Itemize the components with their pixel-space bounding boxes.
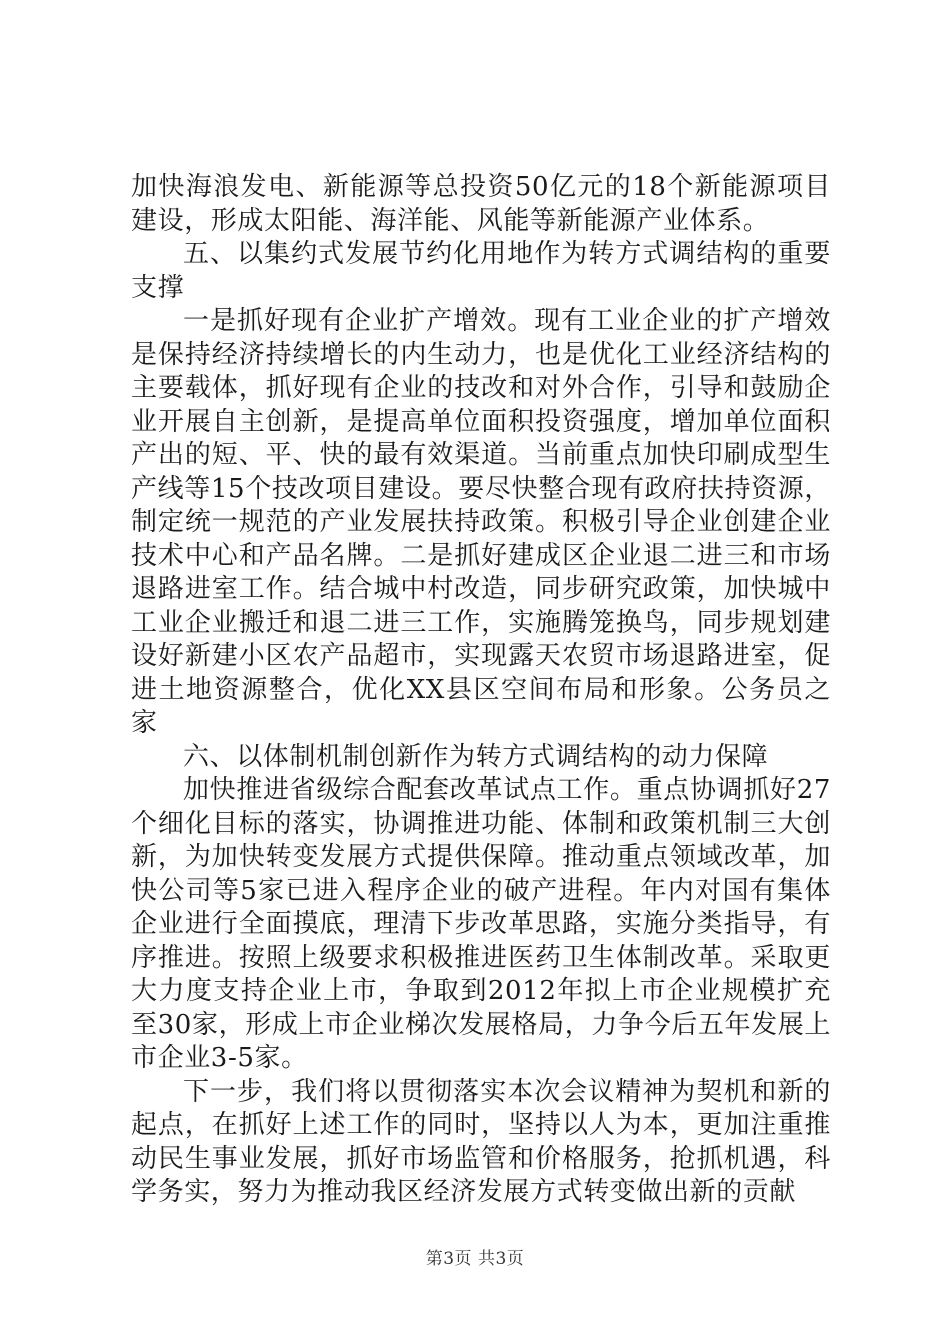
paragraph-new-energy-continuation: 加快海浪发电、新能源等总投资50亿元的18个新能源项目建设，形成太阳能、海洋能、风能等新能源产业体系。 — [131, 172, 831, 236]
paragraph-enterprise-expansion: 一是抓好现有企业扩产增效。现有工业企业的扩产增效是保持经济持续增长的内生动力，也是优化工业经济结构的主要载体，抓好现有企业的技改和对外合作，引导和鼓励企业开展自主创新，是提高单位面积投资强度，增加单位面积产出的短、平、快的最有效渠道。当前重点加快印刷成型生产线等15个技改项目建设。要尽快整合现有政府扶持资源，制定统一规范的产业发展扶持政策。积极引导企业创建企业技术中心和产品名牌。二是抓好建成区企业退二进三和市场退路进室工作。结合城中村改造，同步研究政策，加快城中工业企业搬迁和退二进三工作，实施腾笼换鸟，同步规划建设好新建小区农产品超市，实现露天农贸市场退路进室，促进土地资源整合，优化XX县区空间布局和形象。公务员之家 — [131, 306, 831, 738]
section-heading-six: 六、以体制机制创新作为转方式调结构的动力保障 — [183, 741, 769, 772]
section-heading-five: 五、以集约式发展节约化用地作为转方式调结构的重要支撑 — [131, 239, 831, 303]
page-number-footer: 第3页 共3页 — [425, 1249, 525, 1269]
paragraph-reform-pilot: 加快推进省级综合配套改革试点工作。重点协调抓好27个细化目标的落实，协调推进功能、体制和政策机制三大创新，为加快转变发展方式提供保障。推动重点领域改革，加快公司等5家已进入程序企业的破产进程。年内对国有集体企业进行全面摸底，理清下步改革思路，实施分类指导，有序推进。按照上级要求积极推进医药卫生体制改革。采取更大力度支持企业上市，争取到2012年拟上市企业规模扩充至30家，形成上市企业梯次发展格局，力争今后五年发展上市企业3-5家。 — [131, 775, 831, 1073]
paragraph-next-steps: 下一步，我们将以贯彻落实本次会议精神为契机和新的起点，在抓好上述工作的同时，坚持以人为本，更加注重推动民生事业发展，抓好市场监管和价格服务，抢抓机遇，科学务实，努力为推动我区经济发展方式转变做出新的贡献 — [131, 1076, 831, 1207]
document-body — [131, 171, 831, 1210]
